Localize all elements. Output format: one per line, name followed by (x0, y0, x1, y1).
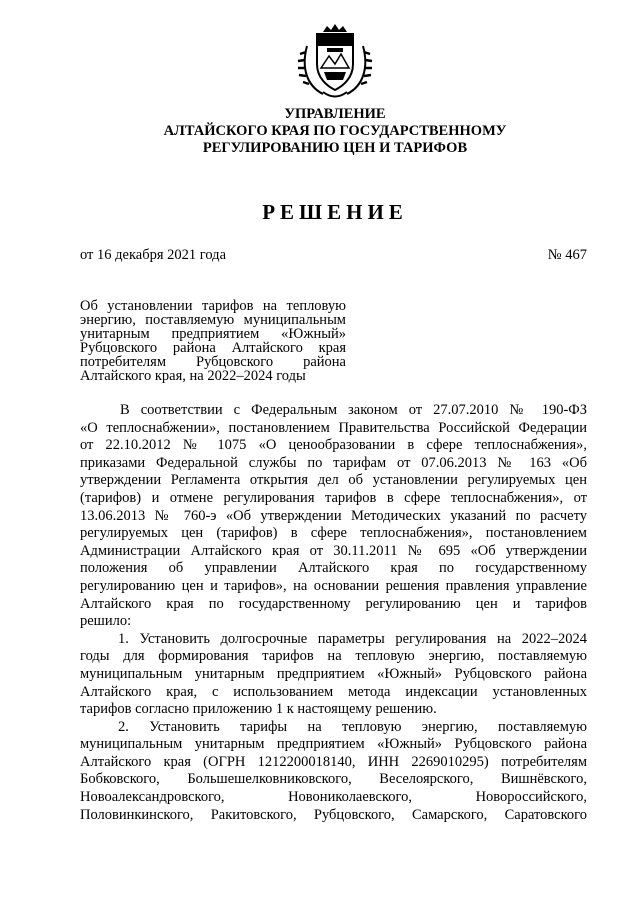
body-line: (тарифов) и отмене регулирования тарифов в сфере теплоснабжения», от (80, 489, 587, 506)
coat-of-arms-icon (293, 24, 377, 98)
body-line: тарифов согласно приложению 1 к настоящему решению. (80, 701, 437, 718)
document-subject (80, 299, 346, 383)
body-line: Новоалександровского, Новониколаевского, Новороссийского, (80, 789, 587, 806)
body-line: Алтайского края (ОГРН 1212200018140, ИНН 2269010295) потребителям (80, 753, 587, 770)
body-line: муниципальным унитарным предприятием «Южный» Рубцовского района (80, 665, 587, 682)
subject-line: потребителям Рубцовского района (80, 354, 346, 370)
body-line: решило: (80, 613, 132, 630)
body-line: регулированию цен и тарифов», на основании решения правления управление (80, 577, 587, 594)
body-line: положения об управлении Алтайского края по государственному (80, 560, 587, 577)
body-line: В соответствии с Федеральным законом от 27.07.2010 № 190-ФЗ (120, 402, 587, 418)
body-line: Алтайского края по государственному регулированию цен и тарифов (80, 595, 587, 612)
body-line: Алтайского края, с использованием метода индексации установленных (80, 683, 587, 700)
subject-line: Об установлении тарифов на тепловую (80, 298, 346, 314)
document-type-title: РЕШЕНИЕ (262, 200, 408, 224)
issuing-authority (80, 106, 590, 157)
body-line: муниципальным унитарным предприятием «Южный» Рубцовского района (80, 736, 587, 753)
subject-line: унитарным предприятием «Южный» (80, 326, 346, 342)
org-line-1: УПРАВЛЕНИЕ (284, 106, 386, 122)
body-line: приказами Федеральной службы по тарифам от 07.06.2013 № 163 «Об (80, 454, 587, 471)
subject-line: Рубцовского района Алтайского края (80, 340, 346, 356)
date-number-line (80, 247, 587, 264)
body-line: годы для формирования тарифов на тепловую энергию, поставляемую (80, 648, 587, 665)
body-line: 2. Установить тарифы на тепловую энергию, поставляемую (118, 718, 587, 735)
org-line-3: РЕГУЛИРОВАНИЮ ЦЕН И ТАРИФОВ (202, 140, 468, 156)
body-line: 1. Установить долгосрочные параметры регулирования на 2022–2024 (118, 630, 587, 647)
subject-line: энергию, поставляемую муниципальным (80, 312, 346, 328)
document-date: от 16 декабря 2021 года (80, 247, 226, 263)
body-line: Бобковского, Большешелковниковского, Веселоярского, Вишнёвского, (80, 771, 587, 788)
body-line: Половинкинского, Ракитовского, Рубцовского, Самарского, Саратовского (80, 806, 587, 823)
body-line: утверждении Регламента открытия дел об установлении регулируемых цен (80, 472, 587, 489)
body-line: «О теплоснабжении», постановлением Правительства Российской Федерации (80, 419, 587, 436)
document-number: № 467 (547, 247, 587, 263)
org-line-2: АЛТАЙСКОГО КРАЯ ПО ГОСУДАРСТВЕННОМУ (163, 123, 507, 139)
body-line: регулируемых цен (тарифов) в сфере теплоснабжения», постановлением (80, 525, 587, 542)
document-body (80, 402, 587, 824)
subject-line: Алтайского края, на 2022–2024 годы (80, 368, 306, 384)
body-line: Администрации Алтайского края от 30.11.2011 № 695 «Об утверждении (80, 542, 587, 559)
body-line: 13.06.2013 № 760-э «Об утверждении Методических указаний по расчету (80, 507, 587, 524)
body-line: от 22.10.2012 № 1075 «О ценообразовании в сфере теплоснабжения», (80, 437, 587, 454)
